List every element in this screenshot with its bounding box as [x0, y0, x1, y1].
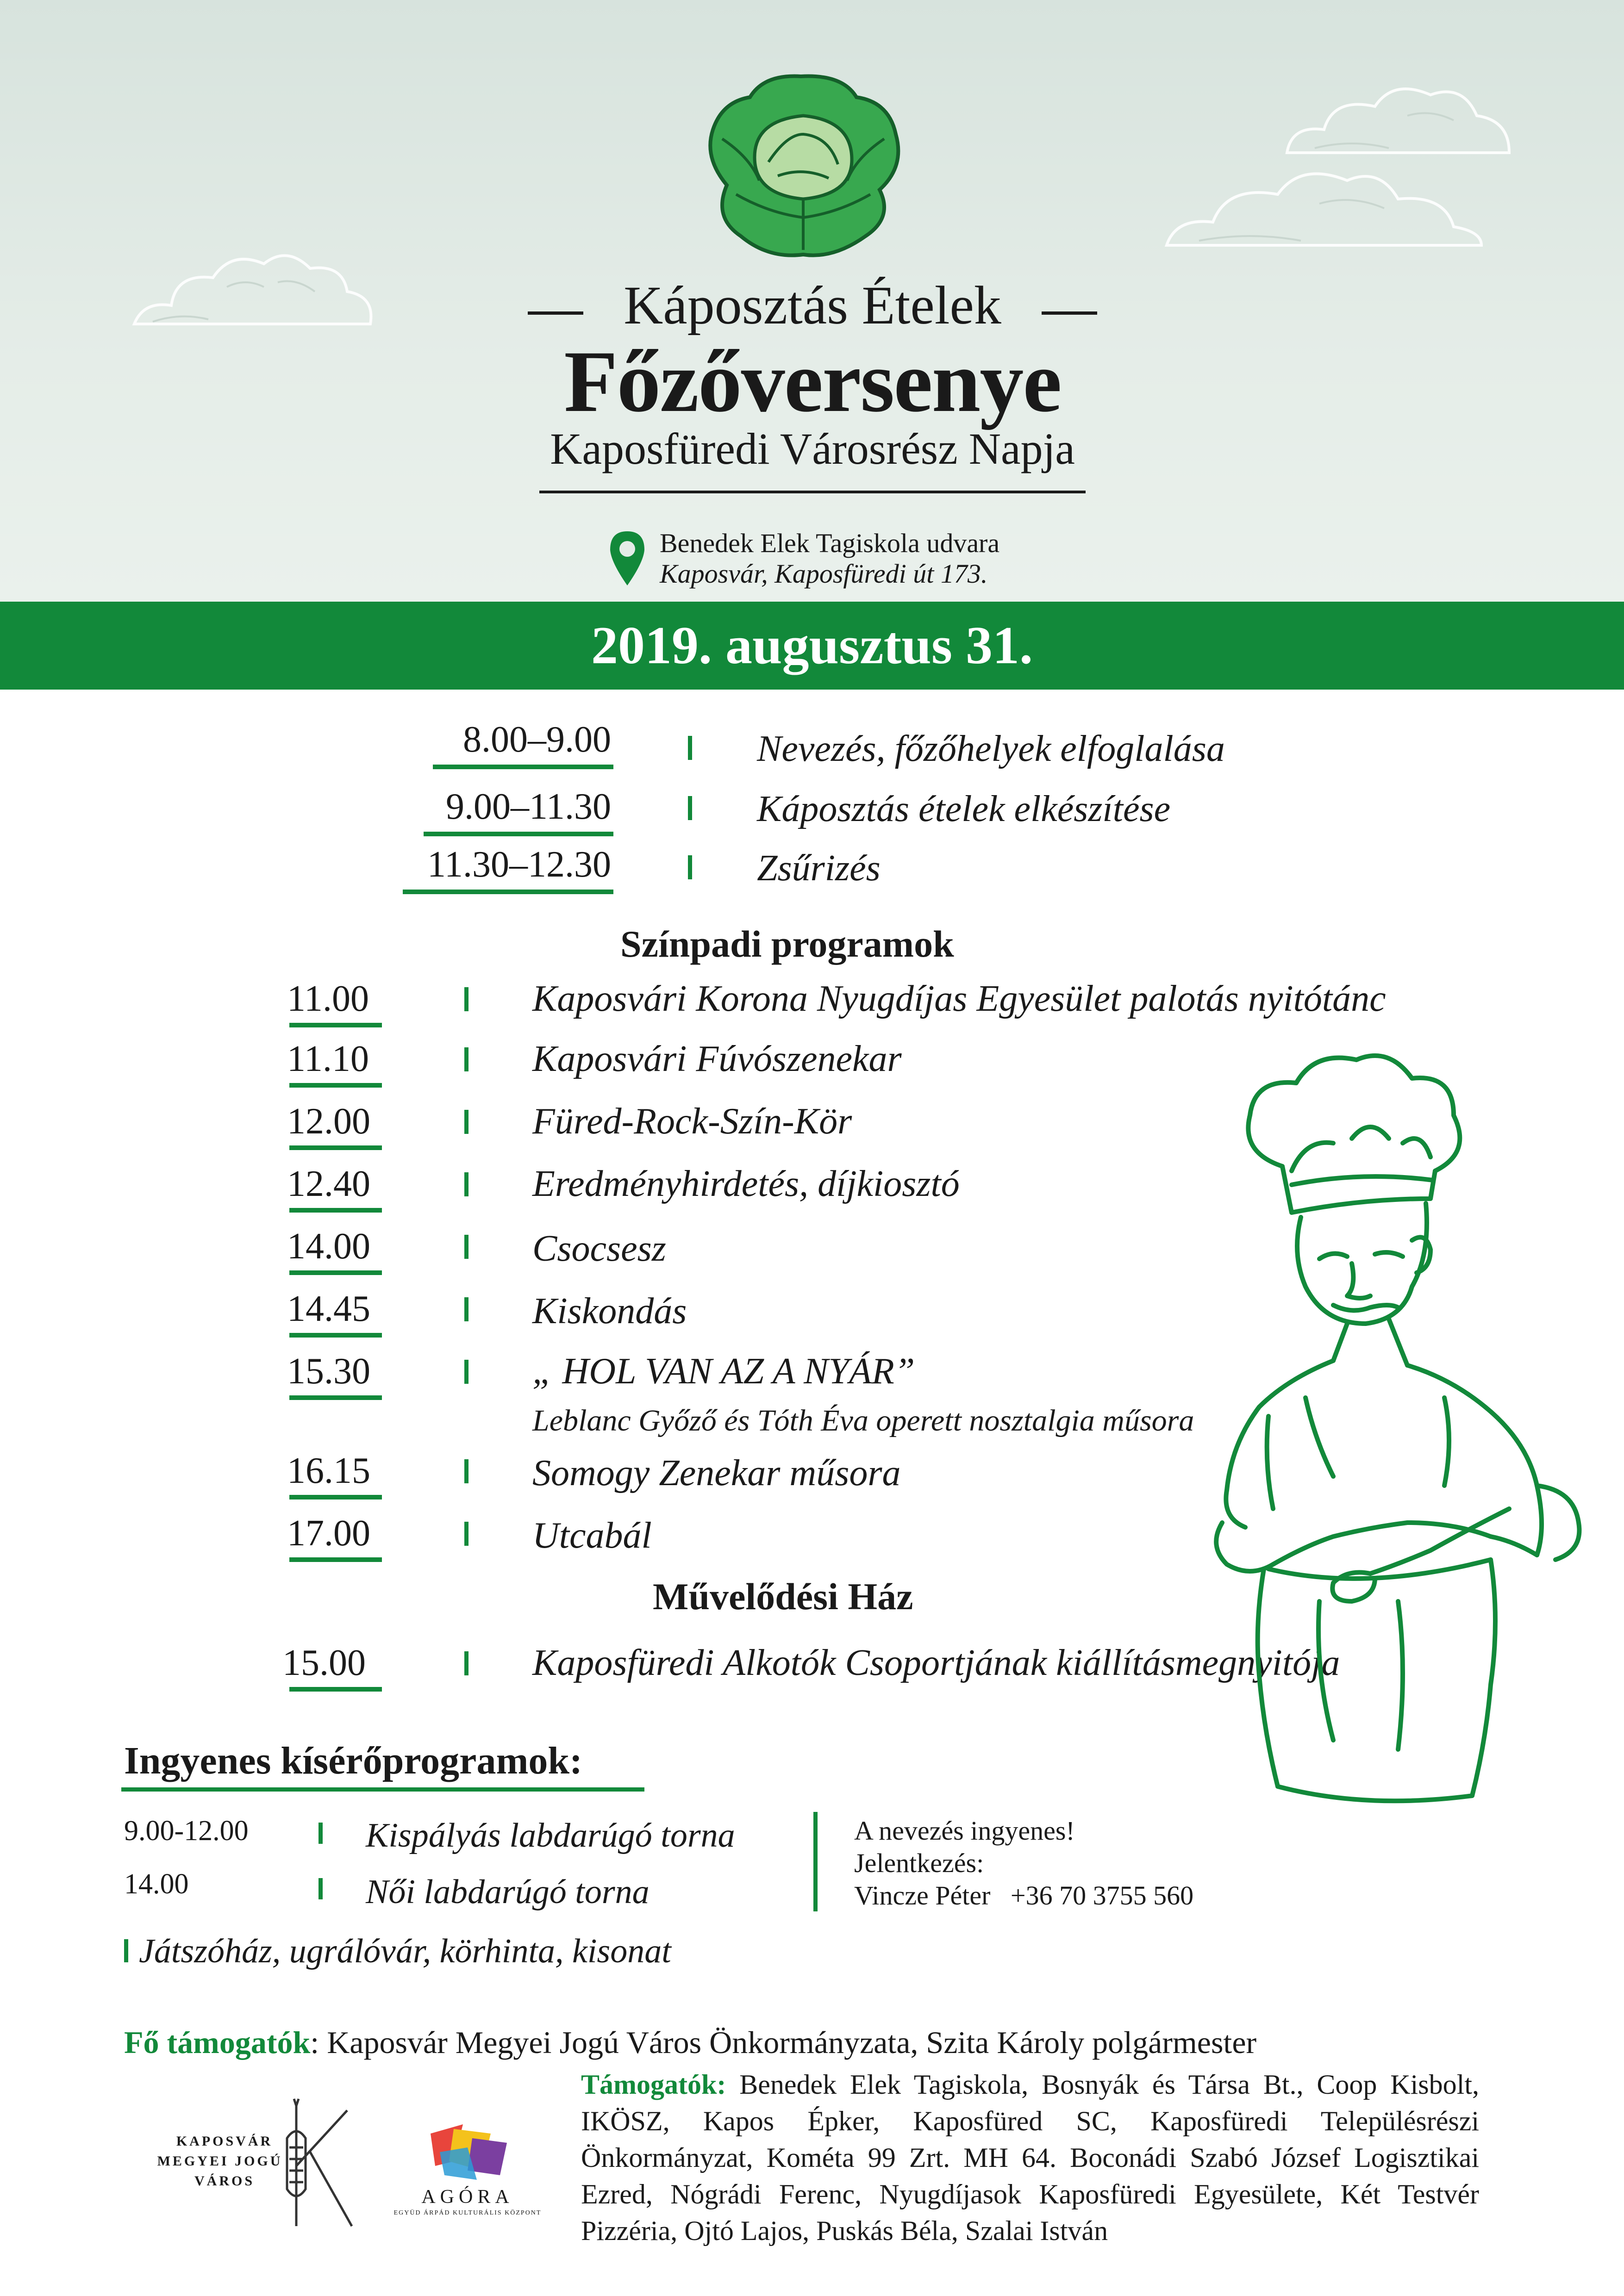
stage-time: 14.45 [287, 1288, 370, 1329]
registration-separator [813, 1812, 818, 1911]
agora-subtitle: EGYÜD ÁRPÁD KULTURÁLIS KÖZPONT [394, 2209, 542, 2216]
time-underline [289, 1023, 382, 1027]
cabbage-icon [694, 65, 912, 264]
main-sponsors-text: : Kaposvár Megyei Jogú Város Önkormányzata, Szita Károly polgármester [310, 2025, 1257, 2060]
time-underline [289, 1145, 382, 1150]
separator-bar [464, 1360, 468, 1384]
main-sponsors [124, 2022, 1256, 2062]
schedule-time: 9.00–11.30 [445, 786, 611, 827]
stage-desc: „ HOL VAN AZ A NYÁR” [532, 1351, 915, 1392]
stage-time: 12.00 [287, 1101, 370, 1142]
separator-bar [464, 1235, 468, 1259]
stage-desc: Kaposvári Korona Nyugdíjas Egyesület palotás nyitótánc [532, 978, 1386, 1019]
separator-bar [464, 1651, 468, 1675]
free-extra: Játszóház, ugrálóvár, körhinta, kisonat [139, 1932, 671, 1970]
kaposvar-k-emblem-icon [278, 2097, 361, 2235]
schedule-desc: Káposztás ételek elkészítése [757, 789, 1171, 829]
registration-line1: A nevezés ingyenes! [854, 1816, 1075, 1846]
kaposvar-logo-line1: KAPOSVÁR [176, 2134, 273, 2149]
stage-time: 17.00 [287, 1513, 370, 1554]
free-desc: Női labdarúgó torna [366, 1873, 650, 1911]
culture-time: 15.00 [282, 1643, 366, 1683]
culture-desc: Kaposfüredi Alkotók Csoportjának kiállításmegnyitója [532, 1643, 1340, 1683]
event-date: 2019. augusztus 31. [591, 616, 1033, 675]
separator-bar [688, 855, 692, 879]
stage-desc: Kaposvári Fúvószenekar [532, 1039, 902, 1079]
schedule-time: 11.30–12.30 [427, 844, 611, 885]
separator-bar [464, 987, 468, 1011]
free-time: 9.00-12.00 [124, 1815, 249, 1847]
sponsors-text: Benedek Elek Tagiskola, Bosnyák és Társa Bt., Coop Kisbolt, IKÖSZ, Kapos Épker, Kaposfüred SC, Kaposfüredi Településrészi Önkormányzat, Kométa 99 Zrt. MH 64. Boconádi Szabó József Logisztikai Ezred, Nógrádi Ferenc, Nyugdíjasok Kaposfüredi Egyesülete, Két Testvér Pizzéria, Ojtó Lajos, Puskás Béla, Szalai István [581, 2069, 1479, 2246]
separator-bar [319, 1823, 323, 1844]
separator-bar [688, 736, 692, 760]
venue-name: Benedek Elek Tagiskola udvara [660, 528, 1000, 558]
chef-illustration-icon [1213, 1046, 1602, 1814]
stage-time: 15.30 [287, 1351, 370, 1392]
stage-time: 11.10 [287, 1039, 369, 1079]
title-line2: Főzőversenye [564, 333, 1061, 430]
time-underline [289, 1270, 382, 1275]
free-time: 14.00 [124, 1868, 189, 1900]
stage-desc: Somogy Zenekar műsora [532, 1453, 901, 1493]
agora-emblem-icon [421, 2115, 514, 2184]
sponsors-label: Támogatók: [581, 2069, 726, 2100]
schedule-time: 8.00–9.00 [463, 719, 611, 760]
free-programs-heading: Ingyenes kísérőprogramok: [124, 1739, 583, 1782]
location-pin-icon [606, 528, 648, 588]
venue-address: Kaposvár, Kaposfüredi út 173. [660, 559, 988, 589]
time-underline [289, 1557, 382, 1562]
schedule-desc: Zsűrizés [757, 848, 881, 889]
kaposvar-logo-line3: VÁROS [194, 2173, 255, 2189]
separator-bar [464, 1297, 468, 1321]
stage-subdesc: Leblanc Győző és Tóth Éva operett nosztalgia műsora [532, 1404, 1194, 1437]
stage-desc: Füred-Rock-Szín-Kör [532, 1101, 852, 1142]
title-line1-wrap [509, 275, 1116, 336]
time-underline [403, 890, 613, 894]
kaposvar-logo-line2: MEGYEI JOGÚ [157, 2153, 283, 2169]
agora-name: AGÓRA [421, 2186, 514, 2208]
stage-time: 14.00 [287, 1226, 370, 1267]
title-line1: Káposztás Ételek [624, 275, 1001, 336]
separator-bar [464, 1047, 468, 1071]
time-underline [289, 1495, 382, 1500]
stage-heading: Színpadi programok [620, 923, 954, 965]
separator-bar [124, 1939, 128, 1962]
stage-time: 11.00 [287, 978, 369, 1019]
separator-bar [464, 1459, 468, 1483]
stage-desc: Kiskondás [532, 1291, 687, 1332]
sponsors [581, 2066, 1479, 2249]
time-underline [424, 832, 613, 836]
separator-bar [464, 1172, 468, 1196]
separator-bar [319, 1878, 323, 1899]
title-line3: Kaposfüredi Városrész Napja [550, 424, 1075, 473]
separator-bar [464, 1522, 468, 1546]
time-underline [289, 1208, 382, 1213]
time-underline [289, 1687, 382, 1692]
schedule-desc: Nevezés, főzőhelyek elfoglalása [757, 728, 1225, 769]
title-rule [539, 491, 1086, 493]
stage-desc: Utcabál [532, 1515, 652, 1556]
free-desc: Kispályás labdarúgó torna [366, 1817, 735, 1854]
cloud-left-icon [125, 231, 384, 338]
stage-time: 16.15 [287, 1450, 370, 1491]
time-underline [289, 1395, 382, 1400]
time-underline [289, 1333, 382, 1338]
title-dash-right [1042, 311, 1097, 315]
separator-bar [688, 796, 692, 820]
culture-heading: Művelődési Ház [653, 1575, 913, 1618]
main-sponsors-label: Fő támogatók [124, 2025, 311, 2060]
time-underline [289, 1083, 382, 1088]
stage-desc: Csocsesz [532, 1228, 666, 1269]
cloud-right-icon [1157, 148, 1491, 255]
stage-desc: Eredményhirdetés, díjkiosztó [532, 1164, 960, 1204]
stage-time: 12.40 [287, 1164, 370, 1204]
separator-bar [464, 1110, 468, 1134]
registration-contact: Vincze Péter +36 70 3755 560 [854, 1880, 1194, 1910]
free-programs-underline [121, 1787, 644, 1792]
registration-line2: Jelentkezés: [854, 1848, 984, 1878]
time-underline [433, 765, 613, 769]
